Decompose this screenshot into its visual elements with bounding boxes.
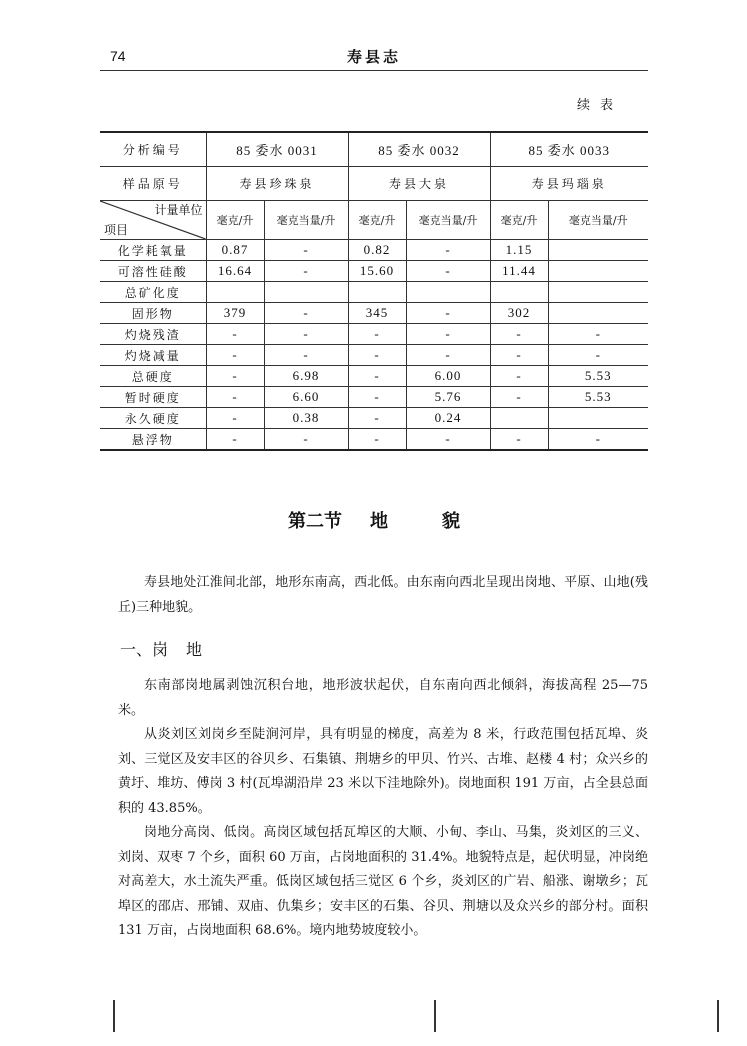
book-title: 寿县志 xyxy=(346,48,401,66)
value-cell: - xyxy=(548,429,648,451)
table-row xyxy=(100,303,648,324)
item-name: 灼烧残渣 xyxy=(100,324,206,345)
unit-cell: 毫克当量/升 xyxy=(264,201,348,240)
page-number: 74 xyxy=(110,48,126,64)
table-row xyxy=(100,345,648,366)
table-row xyxy=(100,282,648,303)
value-cell xyxy=(548,240,648,261)
table-body xyxy=(100,240,648,451)
value-cell: 0.38 xyxy=(264,408,348,429)
subsection-title-part: 地 xyxy=(186,640,203,659)
page-header xyxy=(100,40,648,71)
value-cell: - xyxy=(206,366,264,387)
item-name: 灼烧减量 xyxy=(100,345,206,366)
value-cell: - xyxy=(206,324,264,345)
item-name: 固形物 xyxy=(100,303,206,324)
unit-label: 计量单位 xyxy=(154,203,203,217)
body-paragraph: 岗地分高岗、低岗。高岗区域包括瓦埠区的大顺、小甸、李山、马集，炎刘区的三义、刘岗、双枣 7 个乡，面积 60 万亩，占岗地面积的 31.4%。地貌特点是，起伏明显，冲岗绝对高差大，水土流失严重。低岗区域包括三觉区 6 个乡，炎刘区的广岩、船涨、谢墩乡；瓦埠区的邵店、邢铺、双庙、仇集乡；安丰区的石集、谷贝、荆塘以及众兴乡的部分村。面积 131 万亩，占岗地面积 68.6%。境内地势坡度较小。 xyxy=(118,825,648,938)
value-cell: - xyxy=(490,324,548,345)
value-cell: 15.60 xyxy=(348,261,406,282)
value-cell: 302 xyxy=(490,303,548,324)
value-cell: 5.53 xyxy=(548,366,648,387)
value-cell: - xyxy=(406,429,490,451)
table-row xyxy=(100,429,648,451)
item-name: 悬浮物 xyxy=(100,429,206,451)
unit-cell: 毫克当量/升 xyxy=(406,201,490,240)
value-cell xyxy=(548,282,648,303)
table-row xyxy=(100,408,648,429)
table-row xyxy=(100,240,648,261)
analysis-id-row xyxy=(100,132,648,167)
value-cell: - xyxy=(348,429,406,451)
value-cell xyxy=(406,282,490,303)
row-header: 样品原号 xyxy=(100,167,206,201)
value-cell: - xyxy=(206,408,264,429)
value-cell: - xyxy=(264,324,348,345)
value-cell: - xyxy=(348,408,406,429)
item-name: 暂时硬度 xyxy=(100,387,206,408)
intro-paragraph: 寿县地处江淮间北部，地形东南高，西北低。由东南向西北呈现出岗地、平原、山地(残丘)三种地貌。 xyxy=(118,575,648,615)
value-cell: - xyxy=(490,429,548,451)
value-cell xyxy=(490,408,548,429)
value-cell xyxy=(548,408,648,429)
section-title-char: 地 xyxy=(370,511,388,532)
value-cell: - xyxy=(264,345,348,366)
scan-edge-mark xyxy=(113,1000,115,1032)
value-cell: 6.00 xyxy=(406,366,490,387)
value-cell: - xyxy=(406,345,490,366)
value-cell: - xyxy=(206,387,264,408)
unit-cell: 毫克/升 xyxy=(206,201,264,240)
value-cell: 6.98 xyxy=(264,366,348,387)
table-row xyxy=(100,261,648,282)
value-cell: - xyxy=(264,303,348,324)
water-analysis-table xyxy=(100,131,648,451)
value-cell: - xyxy=(348,366,406,387)
sample-name: 寿县珍珠泉 xyxy=(206,167,348,201)
value-cell: - xyxy=(264,429,348,451)
sample-name: 寿县大泉 xyxy=(348,167,490,201)
value-cell: - xyxy=(348,324,406,345)
value-cell: 0.82 xyxy=(348,240,406,261)
scan-edge-mark xyxy=(717,1000,719,1032)
value-cell: 5.53 xyxy=(548,387,648,408)
unit-cell: 毫克/升 xyxy=(490,201,548,240)
value-cell: 5.76 xyxy=(406,387,490,408)
scan-edge-mark xyxy=(434,1000,436,1032)
value-cell: 379 xyxy=(206,303,264,324)
section-title xyxy=(100,509,648,535)
value-cell xyxy=(264,282,348,303)
item-name: 总硬度 xyxy=(100,366,206,387)
value-cell: - xyxy=(206,429,264,451)
value-cell xyxy=(348,282,406,303)
value-cell: 0.24 xyxy=(406,408,490,429)
subsection-title-part: 一、岗 xyxy=(120,640,169,659)
value-cell: - xyxy=(406,303,490,324)
item-label: 项目 xyxy=(104,223,129,237)
item-name: 总矿化度 xyxy=(100,282,206,303)
sample-name: 寿县玛瑙泉 xyxy=(490,167,648,201)
value-cell: - xyxy=(406,261,490,282)
item-name: 可溶性硅酸 xyxy=(100,261,206,282)
page-content xyxy=(100,131,648,944)
value-cell: - xyxy=(348,345,406,366)
value-cell xyxy=(548,303,648,324)
table-row xyxy=(100,366,648,387)
value-cell: - xyxy=(264,240,348,261)
value-cell: 0.87 xyxy=(206,240,264,261)
diagonal-header-cell xyxy=(100,201,206,240)
table-row xyxy=(100,324,648,345)
value-cell xyxy=(548,261,648,282)
value-cell: - xyxy=(548,345,648,366)
value-cell xyxy=(206,282,264,303)
item-name: 永久硬度 xyxy=(100,408,206,429)
analysis-id: 85 委水 0033 xyxy=(490,132,648,167)
value-cell: - xyxy=(406,324,490,345)
value-cell: 16.64 xyxy=(206,261,264,282)
value-cell: - xyxy=(406,240,490,261)
unit-row xyxy=(100,201,648,240)
analysis-id: 85 委水 0032 xyxy=(348,132,490,167)
sample-name-row xyxy=(100,167,648,201)
body-paragraph: 从炎刘区刘岗乡至陡涧河岸，具有明显的梯度，高差为 8 米，行政范围包括瓦埠、炎刘、三觉区及安丰区的谷贝乡、石集镇、荆塘乡的甲贝、竹兴、古堆、赵楼 4 村；众兴乡的黄圩、堆坊、傅岗 3 村(瓦埠湖沿岸 23 米以下洼地除外)。岗地面积 191 万亩，占全县总面积的 43.85%。 xyxy=(118,727,648,816)
value-cell: - xyxy=(264,261,348,282)
unit-cell: 毫克当量/升 xyxy=(548,201,648,240)
table-row xyxy=(100,387,648,408)
item-name: 化学耗氧量 xyxy=(100,240,206,261)
value-cell: 345 xyxy=(348,303,406,324)
value-cell: - xyxy=(490,387,548,408)
value-cell xyxy=(490,282,548,303)
subsection-title xyxy=(120,638,648,662)
section-number: 第二节 xyxy=(288,511,342,532)
value-cell: - xyxy=(206,345,264,366)
body-paragraph: 东南部岗地属剥蚀沉积台地，地形波状起伏，自东南向西北倾斜，海拔高程 25—75 米。 xyxy=(118,678,648,718)
value-cell: 6.60 xyxy=(264,387,348,408)
value-cell: - xyxy=(348,387,406,408)
value-cell: - xyxy=(490,366,548,387)
value-cell: - xyxy=(548,324,648,345)
analysis-id: 85 委水 0031 xyxy=(206,132,348,167)
table-continued-label: 续表 xyxy=(577,98,624,113)
value-cell: 11.44 xyxy=(490,261,548,282)
section-title-char: 貌 xyxy=(442,511,460,532)
row-header: 分析编号 xyxy=(100,132,206,167)
value-cell: - xyxy=(490,345,548,366)
value-cell: 1.15 xyxy=(490,240,548,261)
unit-cell: 毫克/升 xyxy=(348,201,406,240)
